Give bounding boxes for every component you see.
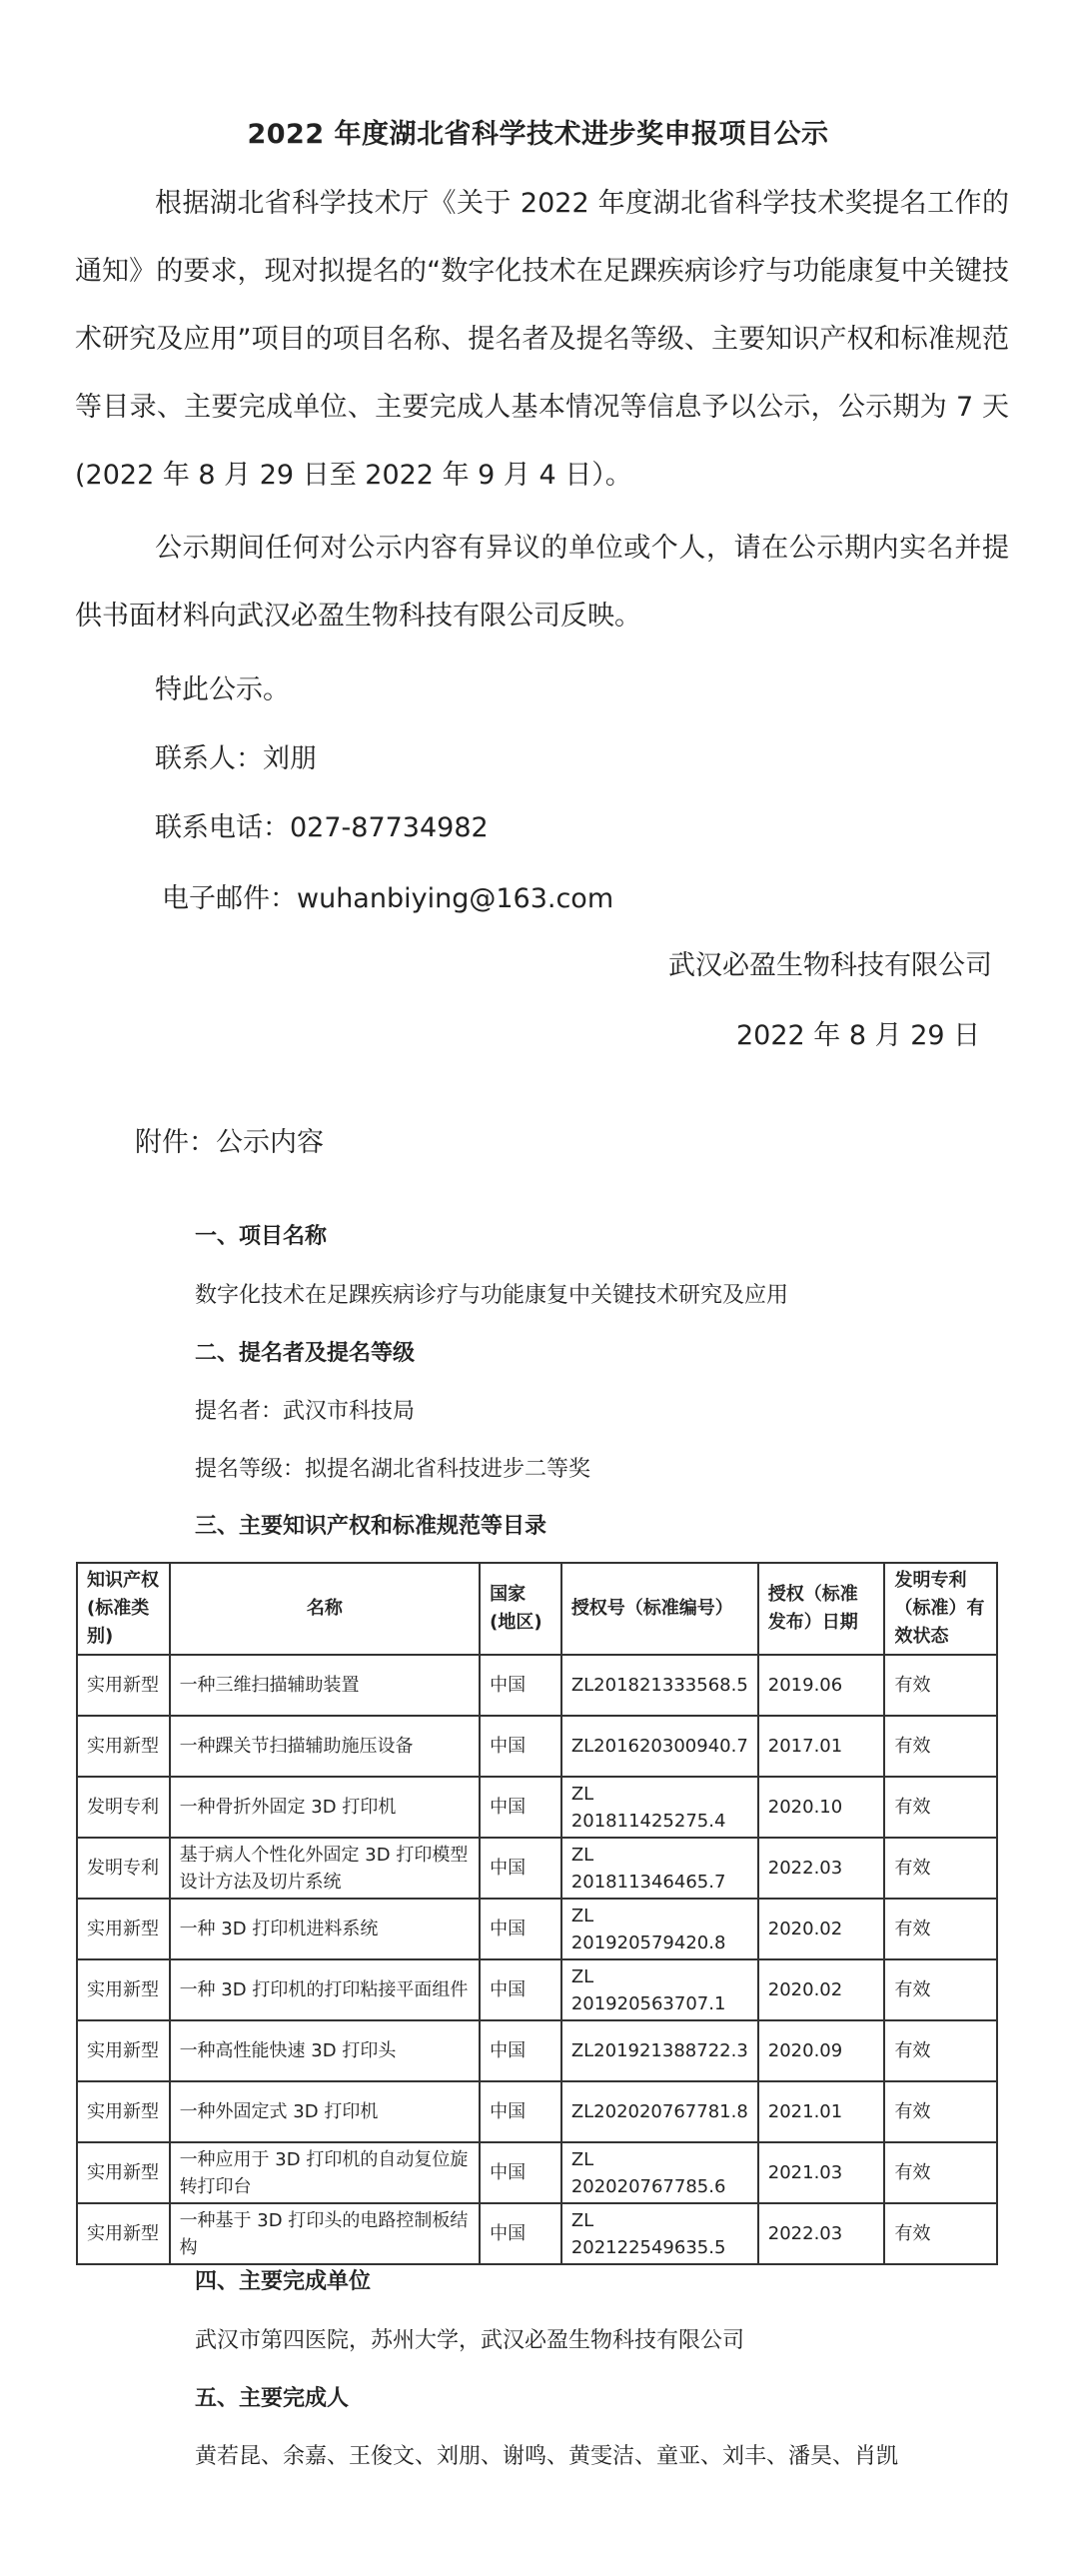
nominator: 提名者：武汉市科技局 — [195, 1399, 416, 1424]
section-4-title: 四、主要完成单位 — [195, 2269, 372, 2294]
cell-number: ZL 201920563707.1 — [561, 1959, 758, 2020]
table-row — [77, 1655, 997, 1716]
cell-date: 2021.03 — [758, 2142, 885, 2203]
cell-country: 中国 — [480, 1838, 561, 1899]
cell-name: 一种外固定式 3D 打印机 — [170, 2081, 481, 2142]
table-row — [77, 1959, 997, 2020]
completion-units: 武汉市第四医院，苏州大学，武汉必盈生物科技有限公司 — [195, 2328, 745, 2353]
cell-type: 实用新型 — [77, 1655, 170, 1716]
cell-type: 实用新型 — [77, 2020, 170, 2081]
contact-phone: 联系电话：027-87734982 — [155, 812, 489, 843]
cell-date: 2020.02 — [758, 1899, 885, 1959]
completion-persons: 黄若昆、余嘉、王俊文、刘朋、谢鸣、黄雯洁、童亚、刘丰、潘昊、肖凯 — [195, 2444, 899, 2469]
cell-status: 有效 — [884, 2142, 997, 2203]
company-signature: 武汉必盈生物科技有限公司 — [668, 950, 992, 981]
objection-paragraph: 公示期间任何对公示内容有异议的单位或个人，请在公示期内实名并提供书面材料向武汉必盈生物科技有限公司反映。 — [75, 533, 1009, 632]
cell-status: 有效 — [884, 1838, 997, 1899]
cell-type: 发明专利 — [77, 1838, 170, 1899]
table-row — [77, 1716, 997, 1777]
cell-country: 中国 — [480, 1716, 561, 1777]
project-name: 数字化技术在足踝疾病诊疗与功能康复中关键技术研究及应用 — [195, 1283, 789, 1308]
cell-country: 中国 — [480, 2142, 561, 2203]
cell-name: 一种高性能快速 3D 打印头 — [170, 2020, 481, 2081]
cell-status: 有效 — [884, 2203, 997, 2264]
cell-name: 一种三维扫描辅助装置 — [170, 1655, 481, 1716]
cell-country: 中国 — [480, 1655, 561, 1716]
header-status: 发明专利（标准）有效状态 — [884, 1563, 997, 1655]
cell-number: ZL 202020767785.6 — [561, 2142, 758, 2203]
cell-type: 实用新型 — [77, 2142, 170, 2203]
section-1-title: 一、项目名称 — [195, 1224, 328, 1249]
cell-name: 一种踝关节扫描辅助施压设备 — [170, 1716, 481, 1777]
intro-paragraph: 根据湖北省科学技术厅《关于 2022 年度湖北省科学技术奖提名工作的通知》的要求，现对拟提名的“数字化技术在足踝疾病诊疗与功能康复中关键技术研究及应用”项目的项目名称、提名者及提名等级、主要知识产权和标准规范等目录、主要完成单位、主要完成人基本情况等信息予以公示，公示期为 7 天(2022 年 8 月 29 日至 2022 年 9 月 4 日）。 — [75, 188, 1009, 491]
header-auth-number: 授权号（标准编号） — [561, 1563, 758, 1655]
section-2-title: 二、提名者及提名等级 — [195, 1341, 416, 1366]
cell-country: 中国 — [480, 2081, 561, 2142]
table-row — [77, 1777, 997, 1838]
cell-country: 中国 — [480, 1959, 561, 2020]
cell-status: 有效 — [884, 1655, 997, 1716]
cell-status: 有效 — [884, 1899, 997, 1959]
cell-type: 实用新型 — [77, 2203, 170, 2264]
ip-table — [76, 1562, 998, 2265]
cell-number: ZL202020767781.8 — [561, 2081, 758, 2142]
header-auth-date: 授权（标准发布）日期 — [758, 1563, 885, 1655]
cell-country: 中国 — [480, 2020, 561, 2081]
table-row — [77, 1838, 997, 1899]
cell-date: 2022.03 — [758, 1838, 885, 1899]
cell-number: ZL 201811425275.4 — [561, 1777, 758, 1838]
header-country: 国家(地区) — [480, 1563, 561, 1655]
header-name: 名称 — [170, 1563, 481, 1655]
cell-number: ZL201821333568.5 — [561, 1655, 758, 1716]
cell-number: ZL 201811346465.7 — [561, 1838, 758, 1899]
cell-name: 一种 3D 打印机进料系统 — [170, 1899, 481, 1959]
cell-status: 有效 — [884, 2081, 997, 2142]
cell-number: ZL201620300940.7 — [561, 1716, 758, 1777]
signature-date: 2022 年 8 月 29 日 — [736, 1020, 981, 1051]
contact-email: 电子邮件：wuhanbiying@163.com — [162, 883, 614, 914]
cell-status: 有效 — [884, 2020, 997, 2081]
section-3-title: 三、主要知识产权和标准规范等目录 — [195, 1514, 547, 1539]
cell-date: 2022.03 — [758, 2203, 885, 2264]
cell-type: 实用新型 — [77, 2081, 170, 2142]
cell-country: 中国 — [480, 1899, 561, 1959]
cell-name: 基于病人个性化外固定 3D 打印模型设计方法及切片系统 — [170, 1838, 481, 1899]
table-row — [77, 1899, 997, 1959]
cell-date: 2020.09 — [758, 2020, 885, 2081]
cell-type: 实用新型 — [77, 1959, 170, 2020]
cell-date: 2020.02 — [758, 1959, 885, 2020]
cell-number: ZL 202122549635.5 — [561, 2203, 758, 2264]
table-row — [77, 2203, 997, 2264]
nomination-level: 提名等级：拟提名湖北省科技进步二等奖 — [195, 1457, 591, 1482]
table-row — [77, 2142, 997, 2203]
cell-status: 有效 — [884, 1777, 997, 1838]
cell-date: 2020.10 — [758, 1777, 885, 1838]
cell-date: 2019.06 — [758, 1655, 885, 1716]
cell-type: 实用新型 — [77, 1716, 170, 1777]
notice-line: 特此公示。 — [155, 674, 290, 705]
cell-type: 实用新型 — [77, 1899, 170, 1959]
cell-status: 有效 — [884, 1959, 997, 2020]
cell-type: 发明专利 — [77, 1777, 170, 1838]
cell-date: 2017.01 — [758, 1716, 885, 1777]
cell-number: ZL 201920579420.8 — [561, 1899, 758, 1959]
cell-status: 有效 — [884, 1716, 997, 1777]
table-row — [77, 2081, 997, 2142]
document-title: 2022 年度湖北省科学技术进步奖申报项目公示 — [247, 119, 829, 150]
cell-name: 一种基于 3D 打印头的电路控制板结构 — [170, 2203, 481, 2264]
attachment-label: 附件：公示内容 — [135, 1127, 324, 1158]
cell-name: 一种 3D 打印机的打印粘接平面组件 — [170, 1959, 481, 2020]
table-row — [77, 2020, 997, 2081]
cell-number: ZL201921388722.3 — [561, 2020, 758, 2081]
contact-person: 联系人：刘朋 — [155, 743, 317, 774]
cell-name: 一种应用于 3D 打印机的自动复位旋转打印台 — [170, 2142, 481, 2203]
cell-country: 中国 — [480, 2203, 561, 2264]
section-5-title: 五、主要完成人 — [195, 2386, 350, 2411]
cell-date: 2021.01 — [758, 2081, 885, 2142]
cell-name: 一种骨折外固定 3D 打印机 — [170, 1777, 481, 1838]
header-ip-type: 知识产权(标准类别) — [77, 1563, 170, 1655]
cell-country: 中国 — [480, 1777, 561, 1838]
table-header-row — [77, 1563, 997, 1655]
